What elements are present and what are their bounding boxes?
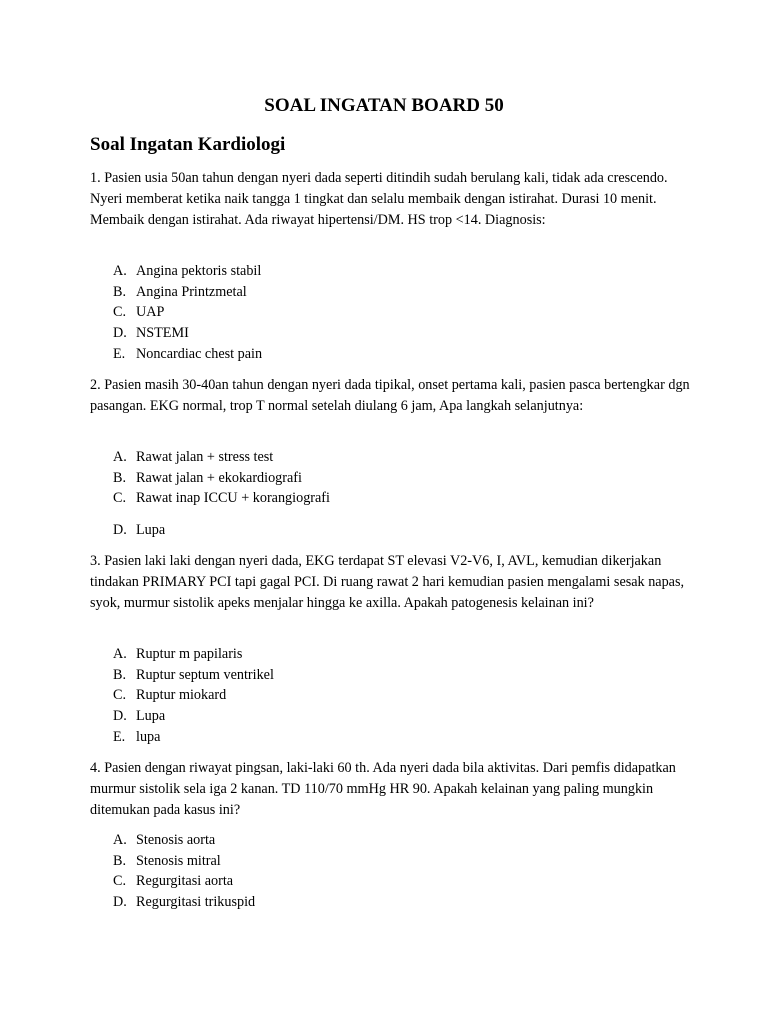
option-text: Ruptur septum ventrikel — [136, 666, 274, 683]
question-1-text: 1. Pasien usia 50an tahun dengan nyeri dada seperti ditindih sudah berulang kali, tidak ada crescendo. Nyeri memberat ketika naik tangga 1 tingkat dan selalu membaik dengan istirahat. Durasi 10 menit. Membaik dengan istirahat. Ada riwayat hipertensi/DM. HS trop <14. Diagnosis: — [90, 170, 668, 228]
option-letter: D. — [113, 325, 127, 342]
option-item — [113, 706, 274, 727]
question-2-options — [113, 447, 330, 509]
option-letter: B. — [113, 852, 127, 869]
option-item — [113, 468, 330, 489]
question-2-text: 2. Pasien masih 30-40an tahun dengan nyeri dada tipikal, onset pertama kali, pasien pasca bertengkar dgn pasangan. EKG normal, trop T normal setelah diulang 6 jam, Apa langkah selanjutnya: — [90, 377, 690, 414]
option-text: Rawat jalan + stress test — [136, 449, 274, 465]
option-item — [113, 282, 262, 303]
option-item — [113, 488, 330, 509]
question-3-text: 3. Pasien laki laki dengan nyeri dada, EKG terdapat ST elevasi V2-V6, I, AVL, kemudian dikerjakan tindakan PRIMARY PCI tapi gagal PCI. Di ruang rawat 2 hari kemudian pasien mengalami sesak napas, syok, murmur sistolik apeks menjalar hingga ke axilla. Apakah patogenesis kelainan ini? — [90, 553, 685, 611]
option-letter: C. — [113, 873, 127, 890]
option-letter: A. — [113, 832, 127, 848]
option-text: Ruptur miokard — [136, 687, 227, 704]
option-letter: D. — [113, 894, 127, 911]
option-item — [113, 344, 262, 365]
option-text: Lupa — [136, 708, 166, 725]
option-item — [113, 520, 165, 541]
option-letter: B. — [113, 283, 127, 300]
question-2-options-continued — [113, 520, 165, 541]
option-letter: D. — [113, 708, 127, 725]
option-text: Regurgitasi aorta — [136, 873, 234, 890]
option-text: UAP — [136, 304, 165, 321]
option-letter: D. — [113, 522, 127, 538]
question-4-text: 4. Pasien dengan riwayat pingsan, laki-laki 60 th. Ada nyeri dada bila aktivitas. Dari pemfis didapatkan murmur sistolik sela iga 2 kanan. TD 110/70 mmHg HR 90. Apakah kelainan yang paling mungkin ditemukan pada kasus ini? — [90, 760, 676, 818]
option-letter: B. — [113, 469, 127, 486]
question-3-options — [113, 644, 274, 747]
option-letter: C. — [113, 490, 127, 507]
option-item — [113, 871, 255, 892]
option-letter: A. — [113, 449, 127, 465]
option-text: NSTEMI — [136, 325, 189, 342]
option-text: Lupa — [136, 522, 166, 538]
option-letter: E. — [113, 728, 126, 745]
option-text: Stenosis aorta — [136, 832, 216, 848]
option-item — [113, 727, 274, 748]
option-item — [113, 323, 262, 344]
option-text: Ruptur m papilaris — [136, 646, 243, 662]
option-letter: A. — [113, 263, 127, 279]
option-letter: C. — [113, 304, 127, 321]
question-1-options — [113, 261, 262, 364]
option-text: Regurgitasi trikuspid — [136, 894, 256, 911]
option-item — [113, 644, 274, 665]
option-letter: B. — [113, 666, 127, 683]
option-letter: E. — [113, 345, 126, 362]
option-text: Noncardiac chest pain — [136, 345, 263, 362]
option-item — [113, 892, 255, 913]
option-item — [113, 851, 255, 872]
option-item — [113, 261, 262, 282]
option-item — [113, 665, 274, 686]
option-text: Rawat jalan + ekokardiografi — [136, 469, 302, 486]
option-letter: A. — [113, 646, 127, 662]
document-title: SOAL INGATAN BOARD 50 — [264, 95, 504, 116]
option-text: lupa — [136, 728, 161, 745]
option-item — [113, 830, 255, 851]
section-title: Soal Ingatan Kardiologi — [90, 134, 286, 155]
option-text: Angina Printzmetal — [136, 283, 247, 300]
option-text: Angina pektoris stabil — [136, 263, 262, 279]
option-letter: C. — [113, 687, 127, 704]
option-text: Rawat inap ICCU + korangiografi — [136, 490, 330, 507]
option-item — [113, 685, 274, 706]
option-item — [113, 447, 330, 468]
option-item — [113, 302, 262, 323]
question-4-options — [113, 830, 255, 913]
option-text: Stenosis mitral — [136, 852, 221, 869]
